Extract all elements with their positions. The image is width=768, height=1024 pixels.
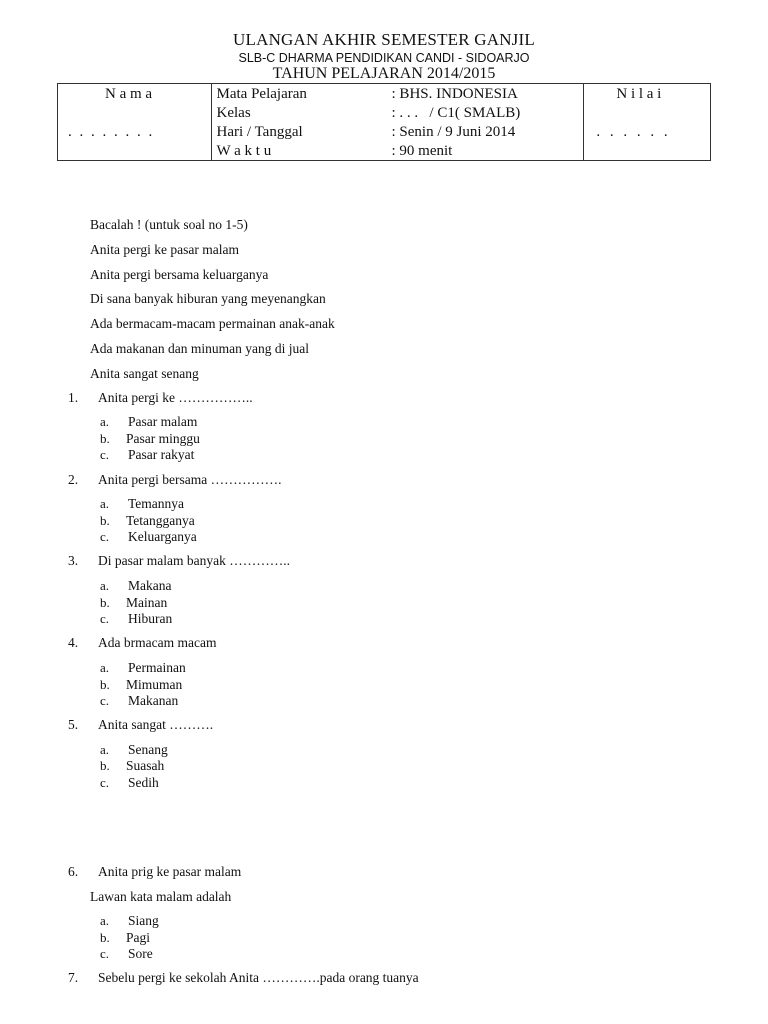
option-letter: c. (100, 611, 110, 626)
option-letter: a. (100, 913, 110, 928)
option-letter: a. (100, 742, 110, 757)
option-text[interactable]: Sedih (128, 775, 159, 790)
option-text[interactable]: Siang (128, 913, 159, 928)
question-text: Anita pergi bersama ……………. (98, 472, 282, 487)
subject-value: : BHS. INDONESIA (391, 86, 518, 102)
option-letter: c. (100, 775, 110, 790)
question-subtext: Lawan kata malam adalah (90, 889, 232, 904)
class-label: Kelas (216, 105, 251, 121)
question-text: Anita pergi ke …………….. (98, 390, 253, 405)
option-text[interactable]: Mainan (126, 595, 168, 610)
option-text[interactable]: Pasar minggu (126, 431, 200, 446)
student-info-table (57, 83, 711, 161)
option-letter: c. (100, 447, 110, 462)
date-value: : Senin / 9 Juni 2014 (391, 124, 516, 140)
option-text[interactable]: Tetangganya (126, 513, 195, 528)
question-number: 2. (68, 472, 79, 487)
option-text[interactable]: Pasar malam (128, 414, 198, 429)
option-letter: a. (100, 496, 110, 511)
option-letter: b. (100, 431, 110, 446)
subject-label: Mata Pelajaran (216, 86, 307, 102)
question-number: 1. (68, 390, 79, 405)
option-text[interactable]: Senang (128, 742, 168, 757)
academic-year: TAHUN PELAJARAN 2014/2015 (272, 65, 496, 82)
reading-line: Bacalah ! (untuk soal no 1-5) (90, 217, 248, 232)
question-number: 3. (68, 553, 79, 568)
time-label: W a k t u (216, 143, 272, 159)
exam-title: ULANGAN AKHIR SEMESTER GANJIL (233, 30, 535, 49)
option-text[interactable]: Makanan (128, 693, 179, 708)
option-letter: c. (100, 946, 110, 961)
option-text[interactable]: Makana (128, 578, 172, 593)
option-text[interactable]: Suasah (126, 758, 165, 773)
question-text: Sebelu pergi ke sekolah Anita ………….pada orang tuanya (98, 970, 419, 985)
class-value: : . . . / C1( SMALB) (391, 105, 521, 121)
score-label: N i l a i (616, 86, 662, 102)
name-cell (58, 84, 212, 161)
option-letter: b. (100, 758, 110, 773)
reading-line: Anita sangat senang (90, 366, 199, 381)
option-text[interactable]: Mimuman (126, 677, 183, 692)
option-letter: c. (100, 693, 110, 708)
question-text: Anita prig ke pasar malam (98, 864, 242, 879)
option-letter: c. (100, 529, 110, 544)
option-letter: a. (100, 414, 110, 429)
reading-line: Ada makanan dan minuman yang di jual (90, 341, 309, 356)
option-text[interactable]: Pagi (126, 930, 151, 945)
option-letter: b. (100, 513, 110, 528)
option-letter: a. (100, 578, 110, 593)
question-number: 7. (68, 970, 79, 985)
date-label: Hari / Tanggal (216, 124, 303, 140)
question-text: Ada brmacam macam (98, 635, 217, 650)
school-name: SLB-C DHARMA PENDIDIKAN CANDI - SIDOARJO (238, 51, 530, 65)
option-text[interactable]: Pasar rakyat (128, 447, 195, 462)
option-text[interactable]: Hiburan (128, 611, 173, 626)
question-number: 6. (68, 864, 79, 879)
name-value[interactable]: . . . . . . . . (68, 124, 155, 140)
question-text: Di pasar malam banyak ………….. (98, 553, 290, 568)
name-label: N a m a (105, 86, 153, 102)
subject-info-cell (211, 84, 584, 161)
score-cell (584, 84, 711, 161)
time-value: : 90 menit (391, 143, 453, 159)
reading-line: Ada bermacam-macam permainan anak-anak (90, 316, 335, 331)
question-number: 5. (68, 717, 79, 732)
option-letter: b. (100, 595, 110, 610)
option-letter: b. (100, 930, 110, 945)
reading-line: Anita pergi bersama keluarganya (90, 267, 269, 282)
option-text[interactable]: Temannya (128, 496, 185, 511)
option-letter: a. (100, 660, 110, 675)
question-text: Anita sangat ………. (98, 717, 214, 732)
question-number: 4. (68, 635, 79, 650)
option-text[interactable]: Permainan (128, 660, 186, 675)
reading-line: Di sana banyak hiburan yang meyenangkan (90, 291, 326, 306)
option-text[interactable]: Sore (128, 946, 153, 961)
option-letter: b. (100, 677, 110, 692)
score-value[interactable]: . . . . . . (596, 124, 671, 140)
reading-line: Anita pergi ke pasar malam (90, 242, 239, 257)
option-text[interactable]: Keluarganya (128, 529, 197, 544)
